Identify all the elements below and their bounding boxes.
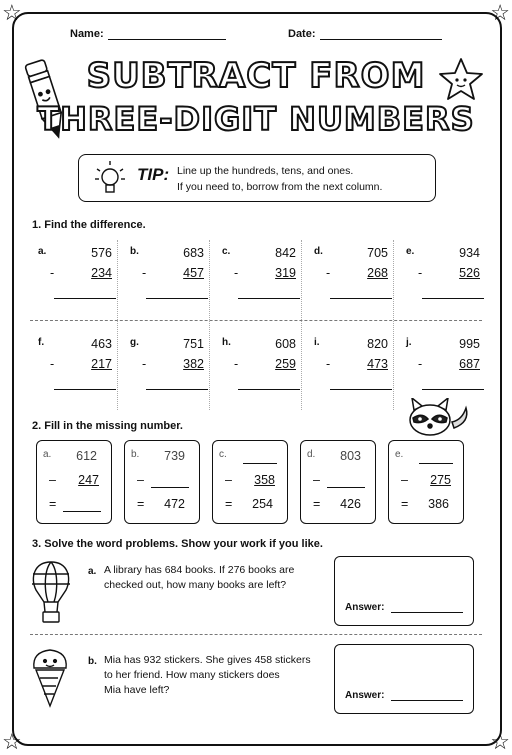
star-icon: ☆ xyxy=(2,0,22,25)
section-1-heading: 1. Find the difference. xyxy=(32,219,146,231)
subtrahend: 247 xyxy=(78,473,99,487)
subtrahend: 382 xyxy=(183,357,204,371)
answer-line[interactable] xyxy=(54,389,116,390)
subtrahend: 259 xyxy=(275,357,296,371)
minuend: 934 xyxy=(459,246,480,260)
equals-sign: = xyxy=(49,497,57,511)
subtrahend: 358 xyxy=(254,473,275,487)
missing-number-box xyxy=(36,440,112,524)
minuend: 995 xyxy=(459,337,480,351)
answer-line[interactable] xyxy=(330,389,392,390)
star-icon: ☆ xyxy=(490,0,510,25)
tip-label: TIP: xyxy=(137,165,170,184)
minus-sign: – xyxy=(313,473,320,487)
problem-divider xyxy=(30,634,482,635)
answer-line[interactable] xyxy=(238,389,300,390)
row-divider xyxy=(30,320,482,321)
word-problem-line: to her friend. How many stickers does xyxy=(104,669,280,681)
subtraction-problem xyxy=(406,337,486,407)
problem-label: d. xyxy=(307,449,316,460)
subtraction-problem xyxy=(130,337,210,407)
equals-sign: = xyxy=(401,497,409,511)
subtraction-problem xyxy=(222,246,302,316)
word-problem-a-label: a. xyxy=(88,566,97,577)
date-field[interactable] xyxy=(288,28,442,40)
problem-label: b. xyxy=(130,246,139,257)
answer-line[interactable] xyxy=(54,298,116,299)
equals-sign: = xyxy=(225,497,233,511)
minuend: 463 xyxy=(91,337,112,351)
minuend: 576 xyxy=(91,246,112,260)
word-problem-line: Mia have left? xyxy=(104,684,170,696)
minuend: 612 xyxy=(76,449,97,463)
hot-air-balloon-icon xyxy=(28,560,74,626)
subtrahend: 526 xyxy=(459,266,480,280)
subtraction-problem xyxy=(406,246,486,316)
name-field[interactable] xyxy=(70,28,226,40)
tip-line-1: Line up the hundreds, tens, and ones. xyxy=(177,165,354,177)
section-2-heading: 2. Fill in the missing number. xyxy=(32,420,183,432)
subtrahend: 457 xyxy=(183,266,204,280)
missing-number-box xyxy=(300,440,376,524)
problem-label: a. xyxy=(38,246,47,257)
difference: 386 xyxy=(428,497,449,511)
subtraction-problem xyxy=(222,337,302,407)
minus-sign: – xyxy=(137,473,144,487)
missing-number-box xyxy=(388,440,464,524)
title-line-1: SUBTRACT FROM xyxy=(86,56,426,96)
subtrahend: 234 xyxy=(91,266,112,280)
minuend: 739 xyxy=(164,449,185,463)
missing-minuend-blank[interactable] xyxy=(243,463,277,464)
subtrahend: 319 xyxy=(275,266,296,280)
problem-label: e. xyxy=(406,246,415,257)
equals-sign: = xyxy=(313,497,321,511)
tip-text xyxy=(177,163,382,195)
subtraction-problem xyxy=(314,246,394,316)
missing-subtrahend-blank[interactable] xyxy=(151,487,189,488)
star-icon: ☆ xyxy=(2,729,22,754)
name-blank[interactable] xyxy=(108,39,226,40)
subtraction-problem xyxy=(38,246,118,316)
answer-line[interactable] xyxy=(422,389,484,390)
lightbulb-icon xyxy=(93,159,127,197)
subtrahend: 268 xyxy=(367,266,388,280)
problem-label: b. xyxy=(131,449,140,460)
problem-label: a. xyxy=(43,449,52,460)
difference: 254 xyxy=(252,497,273,511)
word-problem-b-label: b. xyxy=(88,656,97,667)
word-problem-line: checked out, how many books are left? xyxy=(104,579,287,591)
word-problem-line: Mia has 932 stickers. She gives 458 stickers xyxy=(104,654,311,666)
answer-line[interactable] xyxy=(238,298,300,299)
subtrahend: 687 xyxy=(459,357,480,371)
answer-line[interactable] xyxy=(422,298,484,299)
minus-sign: - xyxy=(418,357,423,371)
word-problem-line: A library has 684 books. If 276 books are xyxy=(104,564,295,576)
missing-number-box xyxy=(212,440,288,524)
answer-box-b[interactable] xyxy=(334,644,474,714)
problem-label: h. xyxy=(222,337,231,348)
ice-cream-icon xyxy=(30,644,70,708)
problem-label: j. xyxy=(406,337,412,348)
answer-label: Answer: xyxy=(345,690,385,701)
difference: 426 xyxy=(340,497,361,511)
missing-minuend-blank[interactable] xyxy=(419,463,453,464)
answer-blank[interactable] xyxy=(391,700,463,701)
subtraction-problem xyxy=(314,337,394,407)
minus-sign: - xyxy=(418,266,423,280)
problem-label: d. xyxy=(314,246,323,257)
word-problem-b xyxy=(104,653,311,698)
minuend: 608 xyxy=(275,337,296,351)
minus-sign: – xyxy=(49,473,56,487)
problem-label: c. xyxy=(222,246,231,257)
minus-sign: - xyxy=(326,266,331,280)
missing-subtrahend-blank[interactable] xyxy=(327,487,365,488)
problem-label: i. xyxy=(314,337,320,348)
tip-line-2: If you need to, borrow from the next column. xyxy=(177,181,383,193)
subtrahend: 473 xyxy=(367,357,388,371)
problem-label: g. xyxy=(130,337,139,348)
minus-sign: - xyxy=(326,357,331,371)
date-label: Date: xyxy=(288,28,316,40)
minuend: 683 xyxy=(183,246,204,260)
star-icon: ☆ xyxy=(490,729,510,754)
answer-box-a[interactable] xyxy=(334,556,474,626)
answer-line[interactable] xyxy=(330,298,392,299)
minus-sign: - xyxy=(142,266,147,280)
word-problem-a xyxy=(104,563,294,593)
equals-sign: = xyxy=(137,497,145,511)
subtrahend: 275 xyxy=(430,473,451,487)
minuend: 751 xyxy=(183,337,204,351)
minus-sign: - xyxy=(50,266,55,280)
minuend: 803 xyxy=(340,449,361,463)
answer-blank[interactable] xyxy=(391,612,463,613)
subtraction-problem xyxy=(38,337,118,407)
minus-sign: - xyxy=(50,357,55,371)
missing-number-box xyxy=(124,440,200,524)
answer-line[interactable] xyxy=(146,389,208,390)
missing-difference-blank[interactable] xyxy=(63,511,101,512)
tip-box xyxy=(78,154,436,202)
title-line-2: THREE-DIGIT NUMBERS xyxy=(37,100,475,138)
problem-label: c. xyxy=(219,449,227,460)
minus-sign: - xyxy=(234,266,239,280)
minuend: 842 xyxy=(275,246,296,260)
minus-sign: – xyxy=(225,473,232,487)
date-blank[interactable] xyxy=(320,39,442,40)
difference: 472 xyxy=(164,497,185,511)
minus-sign: – xyxy=(401,473,408,487)
minus-sign: - xyxy=(234,357,239,371)
minus-sign: - xyxy=(142,357,147,371)
problem-label: f. xyxy=(38,337,45,348)
subtrahend: 217 xyxy=(91,357,112,371)
problem-label: e. xyxy=(395,449,404,460)
answer-line[interactable] xyxy=(146,298,208,299)
minuend: 705 xyxy=(367,246,388,260)
subtraction-problem xyxy=(130,246,210,316)
minuend: 820 xyxy=(367,337,388,351)
section-3-heading: 3. Solve the word problems. Show your work if you like. xyxy=(32,538,323,550)
answer-label: Answer: xyxy=(345,602,385,613)
name-label: Name: xyxy=(70,28,104,40)
